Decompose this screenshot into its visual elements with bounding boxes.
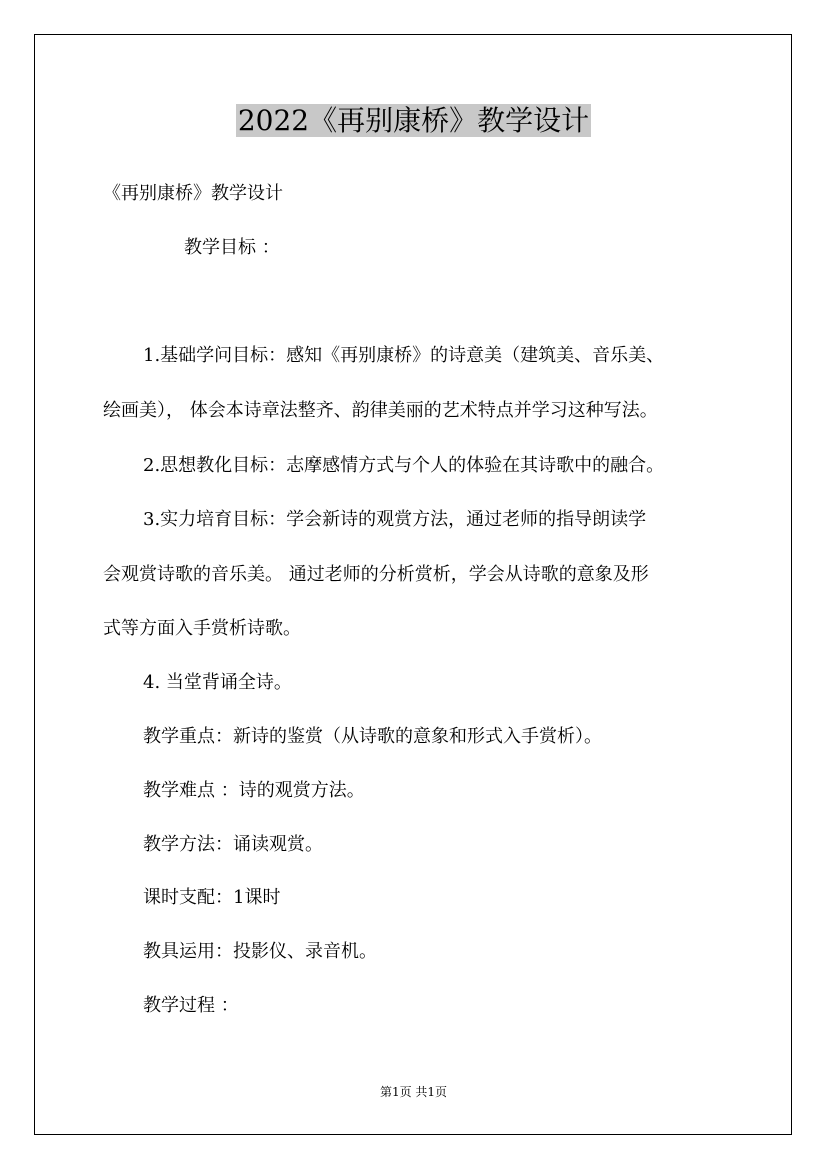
goal-3-line-2: 会观赏诗歌的音乐美。 通过老师的分析赏析，学会从诗歌的意象及形: [103, 564, 649, 585]
class-hours: 课时支配：1课时: [143, 887, 281, 908]
teaching-process: 教学过程 ：: [143, 995, 239, 1016]
key-point: 教学重点：新诗的鉴赏（从诗歌的意象和形式入手赏析）。: [143, 726, 602, 747]
method: 教学方法：诵读观赏。: [143, 834, 323, 855]
goal-3-line-3: 式等方面入手赏析诗歌。: [103, 618, 301, 639]
goal-3-line-1: 3.实力培育目标：学会新诗的观赏方法，通过老师的指导朗读学: [143, 509, 647, 530]
document-title-text: 2022《再别康桥》教学设计: [237, 104, 590, 137]
goal-1-line-2: 绘画美）， 体会本诗章法整齐、韵律美丽的艺术特点并学习这种写法。: [103, 400, 658, 421]
goals-heading: 教学目标 ：: [184, 237, 280, 258]
document-title: [0, 101, 827, 141]
subtitle: 《再别康桥》教学设计: [103, 183, 283, 204]
goal-1-line-1: 1.基础学问目标：感知《再别康桥》的诗意美（建筑美、音乐美、: [143, 345, 665, 366]
difficulty: 教学难点 ：诗的观赏方法。: [143, 780, 365, 801]
teaching-tools: 教具运用：投影仪、录音机。: [143, 941, 377, 962]
goal-4: 4. 当堂背诵全诗。: [143, 672, 292, 693]
goal-2: 2.思想教化目标：志摩感情方式与个人的体验在其诗歌中的融合。: [143, 455, 665, 476]
page-footer: 第1页 共1页: [379, 1085, 448, 1099]
